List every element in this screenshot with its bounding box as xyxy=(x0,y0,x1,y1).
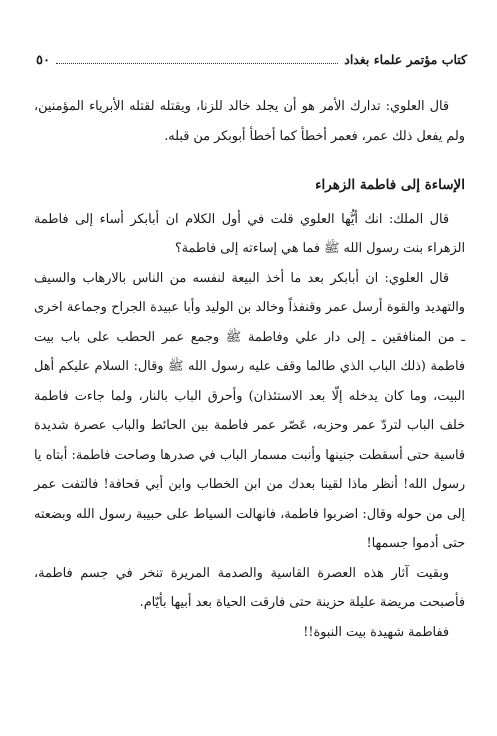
book-title: كتاب مؤتمر علماء بغداد xyxy=(344,52,467,67)
paragraph: قال الملك: انك أيُّها العلوي قلت في أول الكلام ان أبابكر أساء إلى فاطمة الزهراء بنت رسول الله ﷺ فما هي إساءته إلى فاطمة؟ xyxy=(34,211,465,256)
paragraph: ففاطمة شهيدة بيت النبوة!! xyxy=(303,624,449,640)
paragraph: قال العلوي: ان أبابكر بعد ما أخذ البيعة لنفسه من الناس بالارهاب والسيف والتهديد والقوة أرسل عمر وقنفذاً وخالد بن الوليد وأبا عبيدة الجراح وجماعة اخرى ـ من المنافقين ـ إلى دار علي وفاطمة ﷺ وجمع عمر الحطب على باب بيت فاطمة (ذلك الباب الذي طالما وقف عليه رسول الله ﷺ وقال: السلام عليكم أهل البيت، وما كان يدخله إلّا بعد الاستئذان) وأحرق الباب بالنار، ولما جاءت فاطمة خلف الباب لتردّ عمر وحزبه، عَصّر عمر فاطمة بين الحائط والباب عصرة شديدة قاسية حتى أسقطت جنينها وأنبت مسمار الباب في صدرها وصاحت فاطمة: أبتاه يا رسول الله! أنظر ماذا لقينا بعدك من ابن الخطاب وابن أبي قحافة! فالتفت عمر إلى من حوله وقال: اضربوا فاطمة، فانهالت السياط على حبيبة رسول الله وبضعته حتى أدموا جسمها! xyxy=(34,270,465,551)
page-body xyxy=(34,92,465,647)
paragraph: قال العلوي: تدارك الأمر هو أن يجلد خالد للزنا، ويقتله لقتله الأبرياء المؤمنين، ولم يفعل ذلك عمر، فعمر أخطأ كما أخطأ أبوبكر من قبله. xyxy=(34,99,465,144)
page-number: ٥٠ xyxy=(36,53,50,68)
paragraph: وبقيت آثار هذه العصرة القاسية والصدمة المريرة تنخر في جسم فاطمة، فأصبحت مريضة عليلة حزينة حتى فارقت الحياة بعد أبيها بأيّام. xyxy=(34,565,465,610)
header-dotted-leader xyxy=(56,63,338,64)
section-heading: الإساءة إلى فاطمة الزهراء xyxy=(315,177,465,193)
running-header xyxy=(36,52,467,68)
